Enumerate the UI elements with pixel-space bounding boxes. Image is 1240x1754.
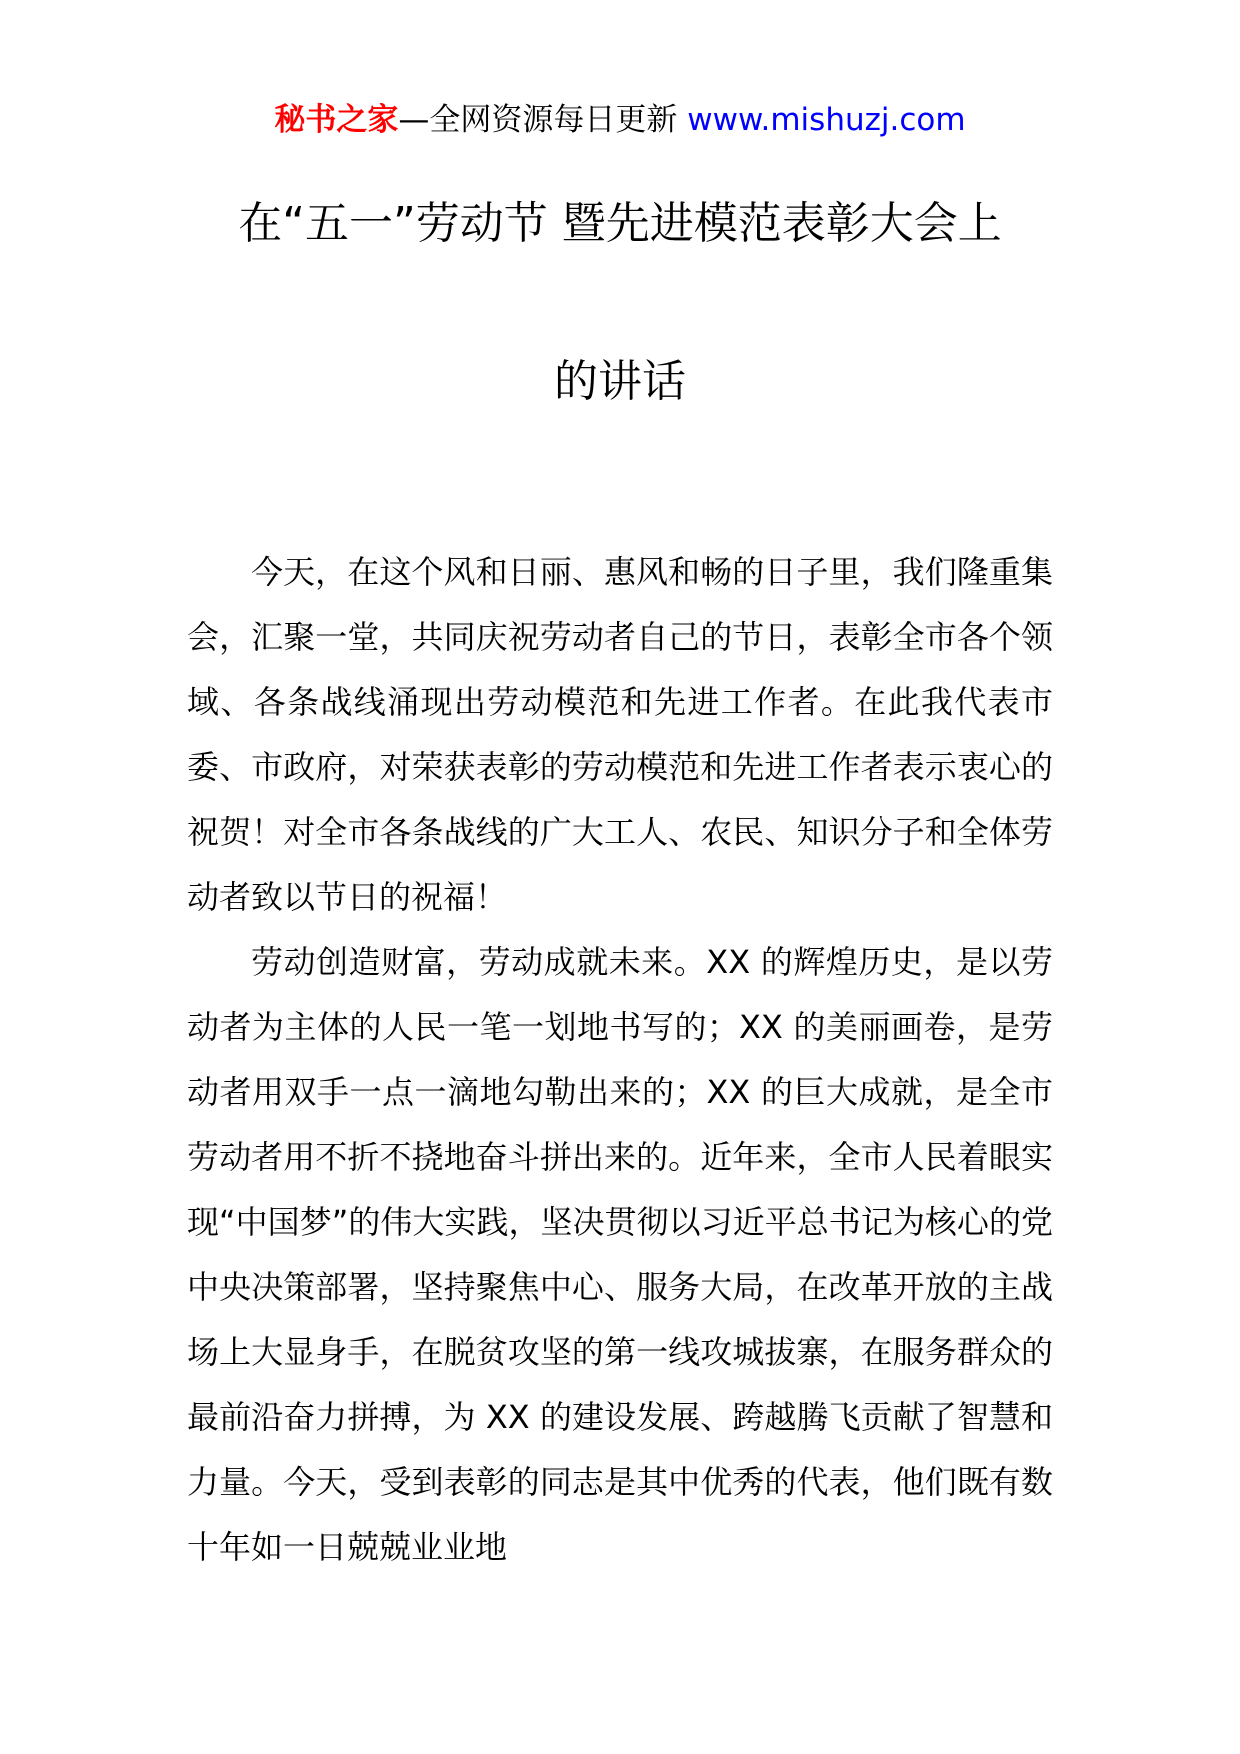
paragraph: 劳动创造财富，劳动成就未来。XX 的辉煌历史，是以劳动者为主体的人民一笔一划地书写的；XX 的美丽画卷，是劳动者用双手一点一滴地勾勒出来的；XX 的巨大成就，是全市劳动者用不折不挠地奋斗拼出来的。近年来，全市人民着眼实现“中国梦”的伟大实践，坚决贯彻以习近平总书记为核心的党中央决策部署，坚持聚焦中心、服务大局，在改革开放的主战场上大显身手，在脱贫攻坚的第一线攻城拔寨，在服务群众的最前沿奋力拼搏，为 XX 的建设发展、跨越腾飞贡献了智慧和力量。今天，受到表彰的同志是其中优秀的代表，他们既有数十年如一日兢兢业业地 [187,943,1053,1566]
document-body [187,540,1053,1580]
site-header [0,100,1240,140]
paragraph: 今天，在这个风和日丽、惠风和畅的日子里，我们隆重集会，汇聚一堂，共同庆祝劳动者自己的节日，表彰全市各个领域、各条战线涌现出劳动模范和先进工作者。在此我代表市委、市政府，对荣获表彰的劳动模范和先进工作者表示衷心的祝贺！对全市各条战线的广大工人、农民、知识分子和全体劳动者致以节日的祝福！ [187,553,1053,916]
header-brand: 秘书之家 [274,102,399,138]
document-title-line-2: 的讲话 [554,356,686,407]
header-url-link[interactable]: www.mishuzj.com [687,102,966,138]
header-slogan: —全网资源每日更新 [398,102,688,138]
document-title-line-1: 在“五一”劳动节 暨先进模范表彰大会上 [238,198,1002,249]
